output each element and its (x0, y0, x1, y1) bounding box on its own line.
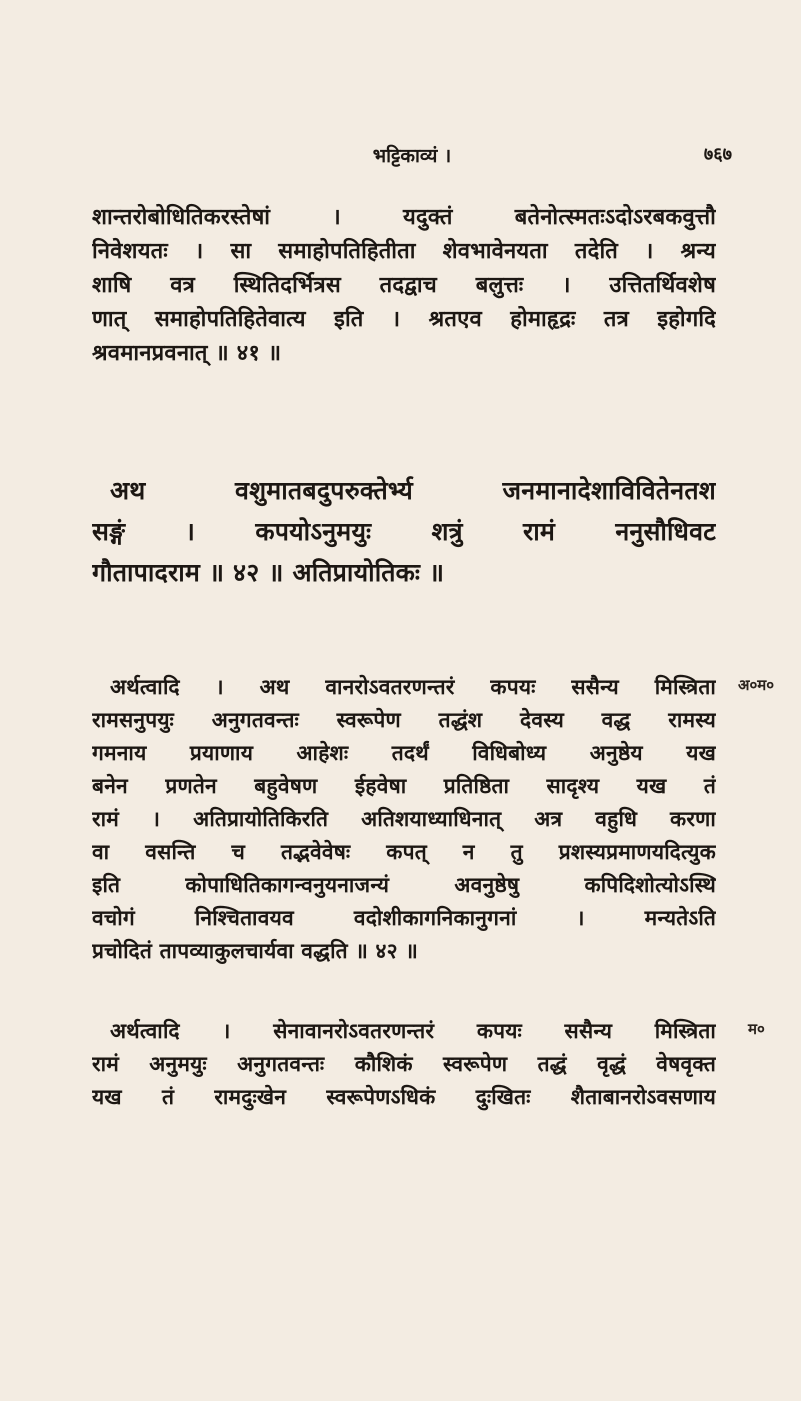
text-line: शाषि वत्र स्थितिदर्भित्रस तदद्वाच बलुत्तः । उत्तितर्थिवशेष (92, 272, 716, 298)
text-line: श्रवमानप्रवनात् ॥ ४१ ॥ (92, 340, 282, 366)
verse-line: अथ वशुमातबदुपरुक्तेर्भ्य जनमानादेशाविवितेनतश (110, 476, 716, 505)
commentary-line: अर्थत्वादि । सेनावानरोऽवतरणन्तरं कपयः ससैन्य मिस्त्रिता (110, 1018, 716, 1043)
commentary-line: वचोगं निश्चितावयव वदोशीकागनिकानुगनां । मन्यतेऽति (92, 905, 716, 930)
page-header (92, 142, 732, 172)
running-head: भट्टिकाव्यं । (372, 145, 452, 167)
margin-note: अ०म० (738, 676, 775, 694)
commentary-line: रामं अनुमयुः अनुगतवन्तः कौशिकं स्वरूपेण तद्धं वृद्धं वेषवृक्त (92, 1051, 716, 1076)
verse-41-block (92, 200, 716, 370)
commentary-line: गमनाय प्रयाणाय आहेशः तदर्थं विधिबोध्य अनुष्ठेय यख (92, 740, 716, 765)
commentary-line: प्रचोदितं तापव्याकुलचार्यवा वद्धति ॥ ४२ ॥ (92, 938, 419, 963)
commentary-line: इति कोपाधितिकागन्वनुयनाजन्यं अवनुष्ठेषु कपिदिशोत्योऽस्थि (92, 872, 716, 897)
verse-line: सङ्गं । कपयोऽनुमयुः शत्रुं रामं ननुसौधिवट (92, 517, 716, 546)
verse-line: गौतापादराम ॥ ४२ ॥ अतिप्रायोतिकः ॥ (92, 558, 445, 587)
commentary-line: बनेन प्रणतेन बहुवेषण ईहवेषा प्रतिष्ठिता सादृश्य यख तं (92, 773, 716, 798)
text-line: णात् समाहोपतिहितेवात्य इति । श्रतएव होमाहृद्रः तत्र इहोगदि (92, 306, 716, 332)
commentary-line: अर्थत्वादि । अथ वानरोऽवतरणन्तरं कपयः ससैन्य मिस्त्रिता (110, 674, 716, 699)
text-line: शान्तरोबोधितिकरस्तेषां । यदुक्तं बतेनोत्स्मतःऽदोऽरबकवुत्तौ (92, 204, 716, 230)
verse-42-block (92, 470, 716, 593)
page-number: ७६७ (703, 144, 732, 165)
commentary-line: यख तं रामदुःखेन स्वरूपेणऽधिकं दुःखितः शैताबानरोऽवसणाय (92, 1084, 716, 1109)
commentary-line: रामसनुपयुः अनुगतवन्तः स्वरूपेण तद्धंश देवस्य वद्ध रामस्य (92, 707, 716, 732)
commentary-43-block (92, 1014, 716, 1113)
margin-note: म० (748, 1020, 765, 1038)
commentary-line: रामं । अतिप्रायोतिकिरति अतिशयाध्याधिनात् अत्र वहुधि करणा (92, 806, 716, 831)
text-line: निवेशयतः । सा समाहोपतिहितीता शेवभावेनयता तदेति । श्रन्य (92, 238, 716, 264)
commentary-line: वा वसन्ति च तद्भवेवेषः कपत् न तु प्रशस्यप्रमाणयदित्युक (92, 839, 716, 864)
commentary-42-block (92, 670, 716, 967)
